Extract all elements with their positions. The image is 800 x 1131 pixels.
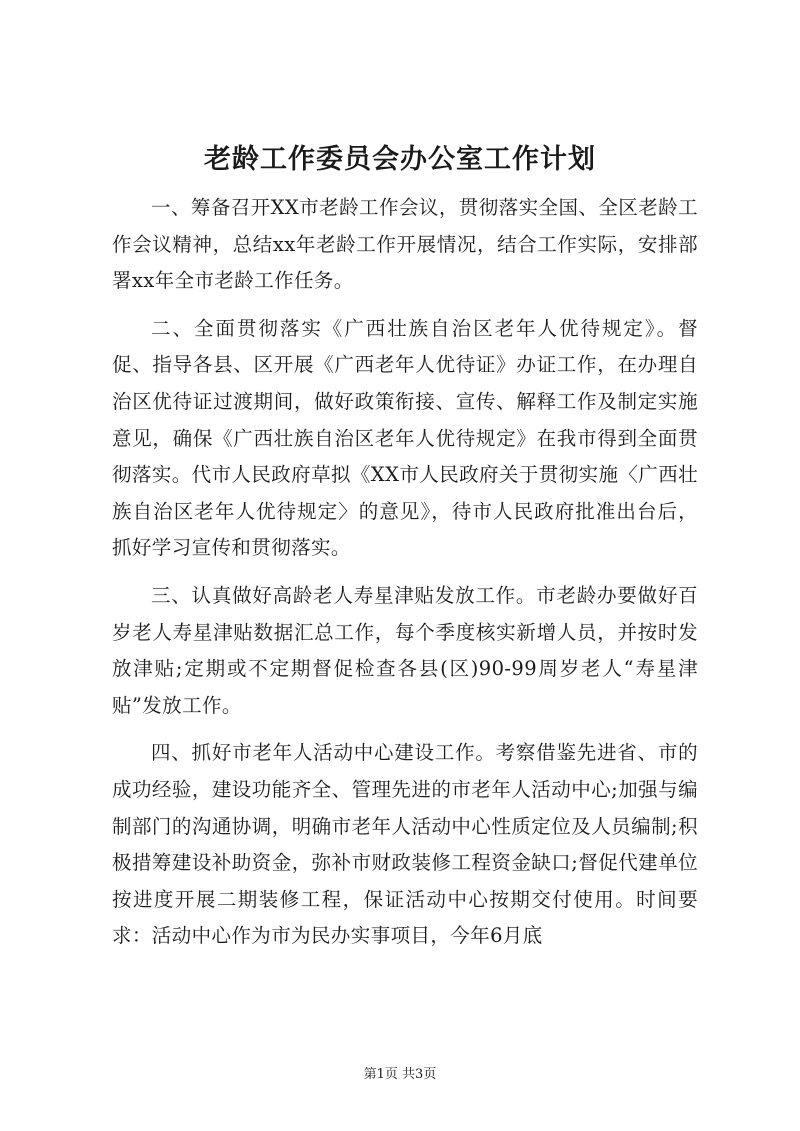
document-title: 老龄工作委员会办公室工作计划 bbox=[204, 144, 596, 175]
document-body bbox=[112, 190, 698, 966]
paragraph-1: 一、筹备召开XX市老龄工作会议，贯彻落实全国、全区老龄工作会议精神，总结xx年老龄工作开展情况，结合工作实际，安排部署xx年全市老龄工作任务。 bbox=[112, 196, 698, 293]
paragraph-3: 三、认真做好高龄老人寿星津贴发放工作。市老龄办要做好百岁老人寿星津贴数据汇总工作，每个季度核实新增人员，并按时发放津贴;定期或不定期督促检查各县(区)90-99周岁老人“寿星津贴”发放工作。 bbox=[112, 583, 698, 717]
page-number-footer: 第1页 共3页 bbox=[363, 1067, 437, 1082]
paragraph-2: 二、全面贯彻落实《广西壮族自治区老年人优待规定》。督促、指导各县、区开展《广西老年人优待证》办证工作，在办理自治区优待证过渡期间，做好政策衔接、宣传、解释工作及制定实施意见，确保《广西壮族自治区老年人优待规定》在我市得到全面贯彻落实。代市人民政府草拟《XX市人民政府关于贯彻实施〈广西壮族自治区老年人优待规定〉的意见》，待市人民政府批准出台后，抓好学习宣传和贯彻落实。 bbox=[112, 316, 698, 560]
paragraph-4: 四、抓好市老年人活动中心建设工作。考察借鉴先进省、市的成功经验，建设功能齐全、管理先进的市老年人活动中心;加强与编制部门的沟通协调，明确市老年人活动中心性质定位及人员编制;积极措筹建设补助资金，弥补市财政装修工程资金缺口;督促代建单位按进度开展二期装修工程，保证活动中心按期交付使用。时间要求：活动中心作为市为民办实事项目，今年6月底 bbox=[112, 741, 698, 948]
